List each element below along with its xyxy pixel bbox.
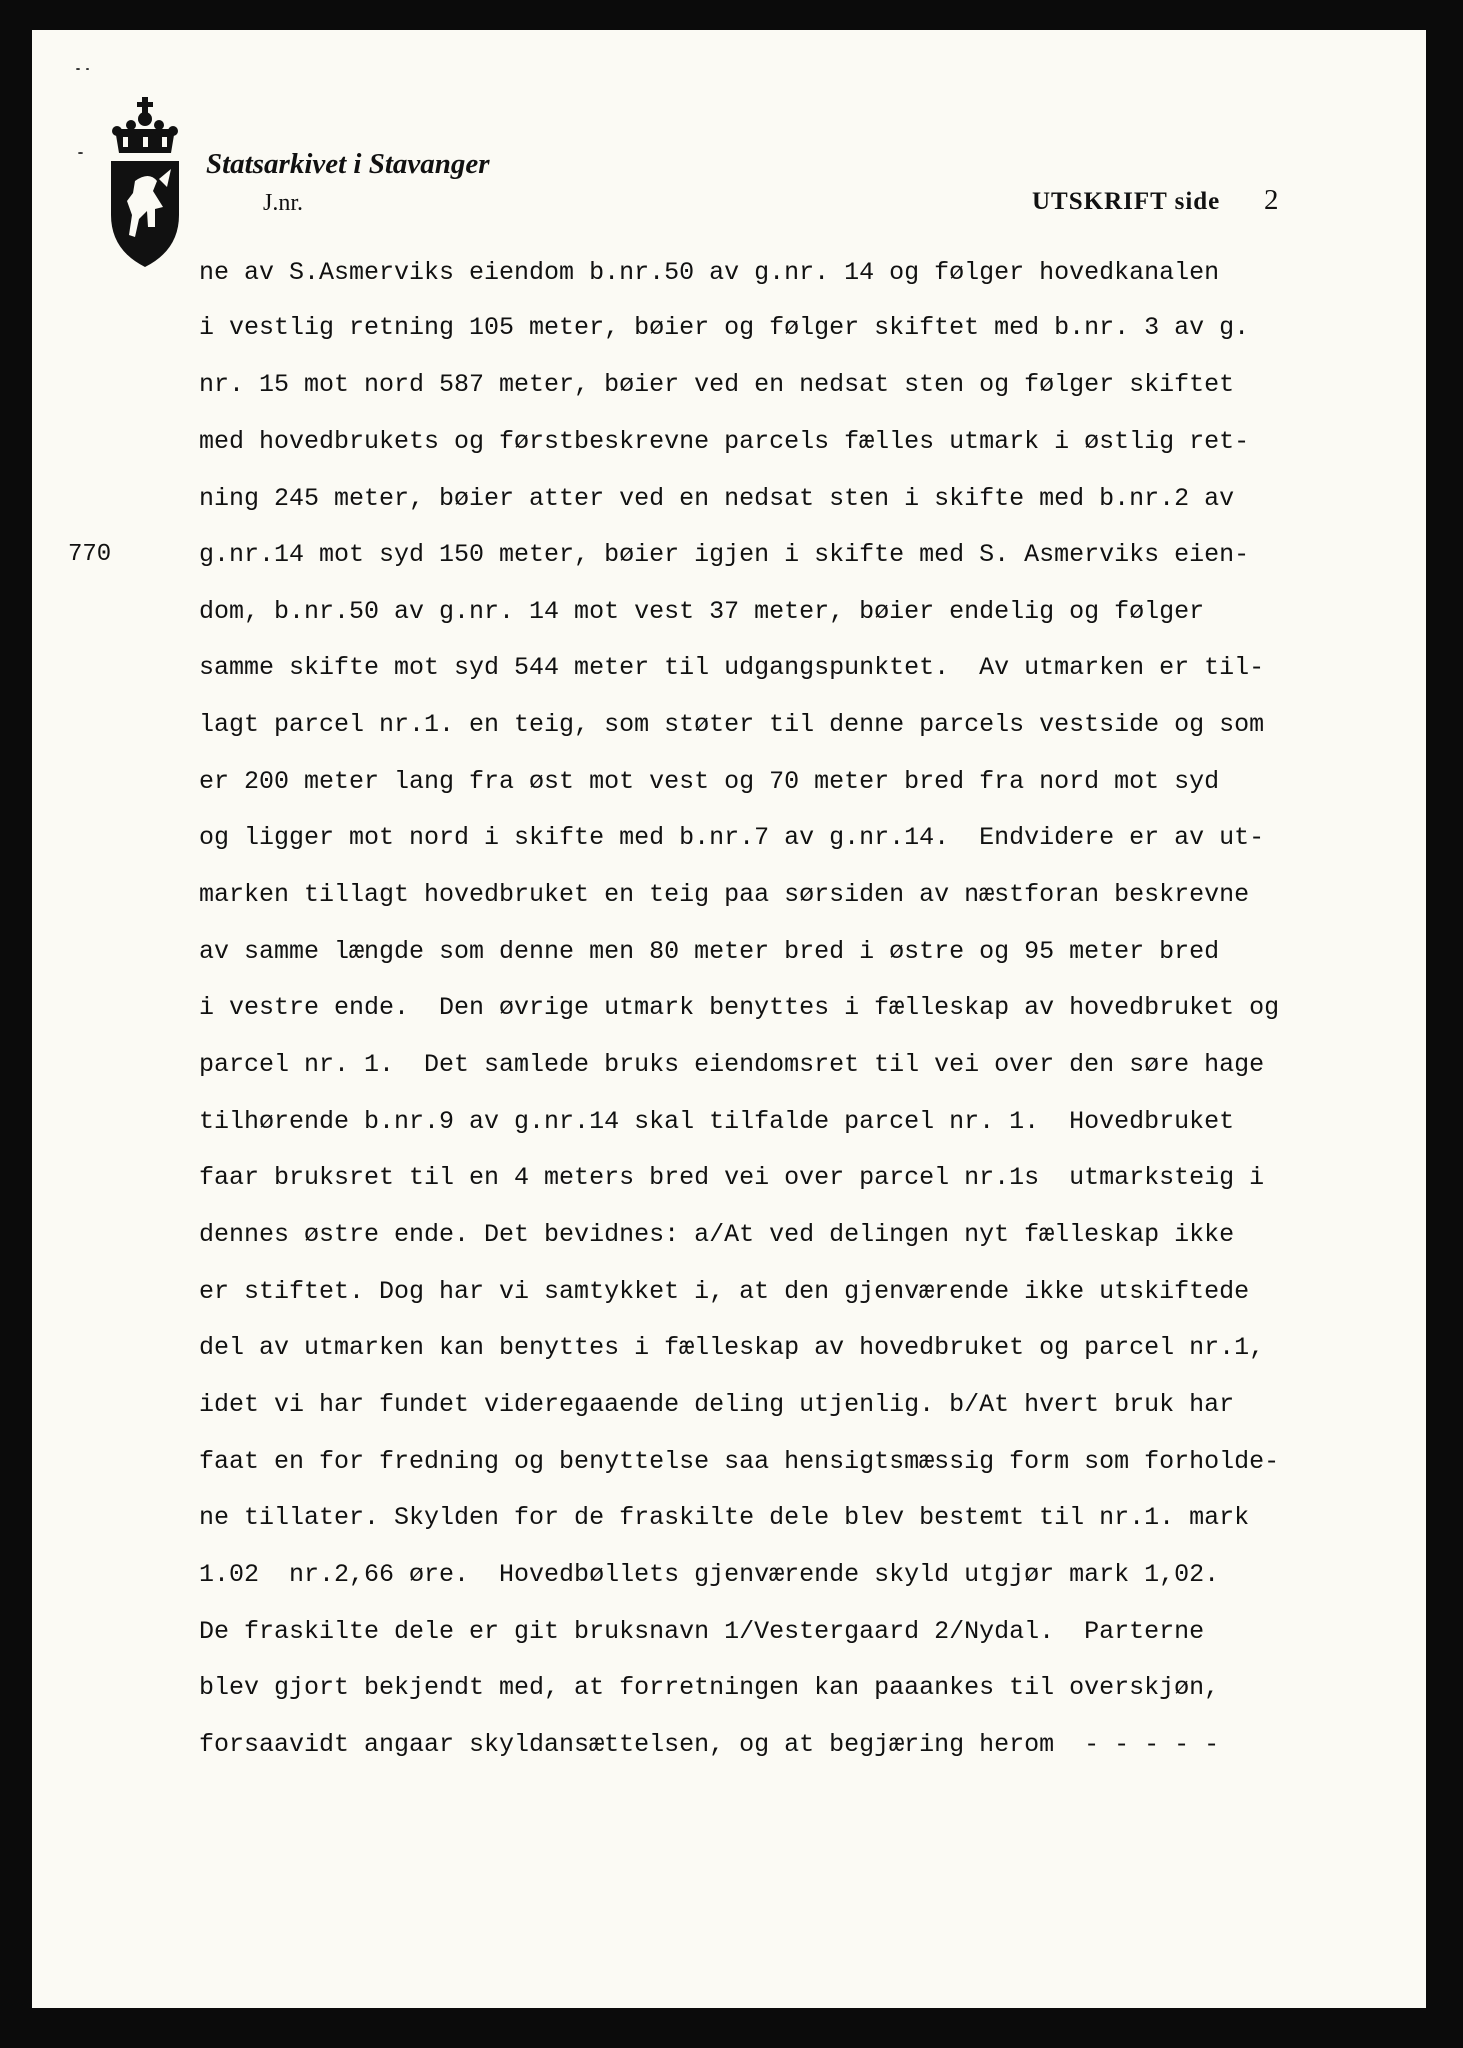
text-line: med hovedbrukets og førstbeskrevne parcels fælles utmark i østlig ret- xyxy=(199,427,1250,456)
paper-speck xyxy=(86,68,89,70)
text-line: av samme længde som denne men 80 meter bred i østre og 95 meter bred xyxy=(199,937,1220,966)
text-line: ning 245 meter, bøier atter ved en nedsat sten i skifte med b.nr.2 av xyxy=(199,484,1235,513)
margin-note: 770 xyxy=(68,541,112,568)
text-line: er stiftet. Dog har vi samtykket i, at den gjenværende ikke utskiftede xyxy=(199,1277,1250,1306)
text-line: dennes østre ende. Det bevidnes: a/At ved delingen nyt fælleskap ikke xyxy=(199,1220,1235,1249)
text-line: marken tillagt hovedbruket en teig paa sørsiden av næstforan beskrevne xyxy=(199,880,1250,909)
text-line: ne tillater. Skylden for de fraskilte dele blev bestemt til nr.1. mark xyxy=(199,1503,1250,1532)
paper-speck xyxy=(76,68,80,70)
norwegian-coat-of-arms-icon xyxy=(105,95,185,270)
text-line: del av utmarken kan benyttes i fælleskap av hovedbruket og parcel nr.1, xyxy=(199,1333,1265,1362)
text-line: De fraskilte dele er git bruksnavn 1/Vestergaard 2/Nydal. Parterne xyxy=(199,1617,1205,1646)
text-line: forsaavidt angaar skyldansættelsen, og at begjæring herom - - - - - xyxy=(199,1730,1220,1759)
text-line: ne av S.Asmerviks eiendom b.nr.50 av g.nr. 14 og følger hovedkanalen xyxy=(199,258,1220,287)
document-type-label: UTSKRIFT side xyxy=(1032,188,1221,215)
text-line: parcel nr. 1. Det samlede bruks eiendomsret til vei over den søre hage xyxy=(199,1050,1265,1079)
text-line: samme skifte mot syd 544 meter til udgangspunktet. Av utmarken er til- xyxy=(199,653,1265,682)
text-line: faar bruksret til en 4 meters bred vei over parcel nr.1s utmarksteig i xyxy=(199,1163,1265,1192)
page-number: 2 xyxy=(1264,184,1279,216)
text-line: g.nr.14 mot syd 150 meter, bøier igjen i skifte med S. Asmerviks eien- xyxy=(199,540,1250,569)
text-line: dom, b.nr.50 av g.nr. 14 mot vest 37 meter, bøier endelig og følger xyxy=(199,597,1205,626)
text-line: lagt parcel nr.1. en teig, som støter til denne parcels vestside og som xyxy=(199,710,1265,739)
text-line: i vestre ende. Den øvrige utmark benyttes i fælleskap av hovedbruket og xyxy=(199,993,1280,1022)
archive-name: Statsarkivet i Stavanger xyxy=(206,148,490,180)
text-line: tilhørende b.nr.9 av g.nr.14 skal tilfalde parcel nr. 1. Hovedbruket xyxy=(199,1107,1235,1136)
text-line: nr. 15 mot nord 587 meter, bøier ved en nedsat sten og følger skiftet xyxy=(199,370,1235,399)
journal-number-label: J.nr. xyxy=(263,190,304,216)
paper-speck xyxy=(78,152,83,154)
text-line: 1.02 nr.2,66 øre. Hovedbøllets gjenværende skyld utgjør mark 1,02. xyxy=(199,1560,1220,1589)
text-line: i vestlig retning 105 meter, bøier og følger skiftet med b.nr. 3 av g. xyxy=(199,313,1250,342)
text-line: blev gjort bekjendt med, at forretningen kan paaankes til overskjøn, xyxy=(199,1673,1220,1702)
text-line: og ligger mot nord i skifte med b.nr.7 av g.nr.14. Endvidere er av ut- xyxy=(199,823,1265,852)
text-line: er 200 meter lang fra øst mot vest og 70 meter bred fra nord mot syd xyxy=(199,767,1220,796)
text-line: faat en for fredning og benyttelse saa hensigtsmæssig form som forholde- xyxy=(199,1447,1280,1476)
text-line: idet vi har fundet videregaaende deling utjenlig. b/At hvert bruk har xyxy=(199,1390,1235,1419)
